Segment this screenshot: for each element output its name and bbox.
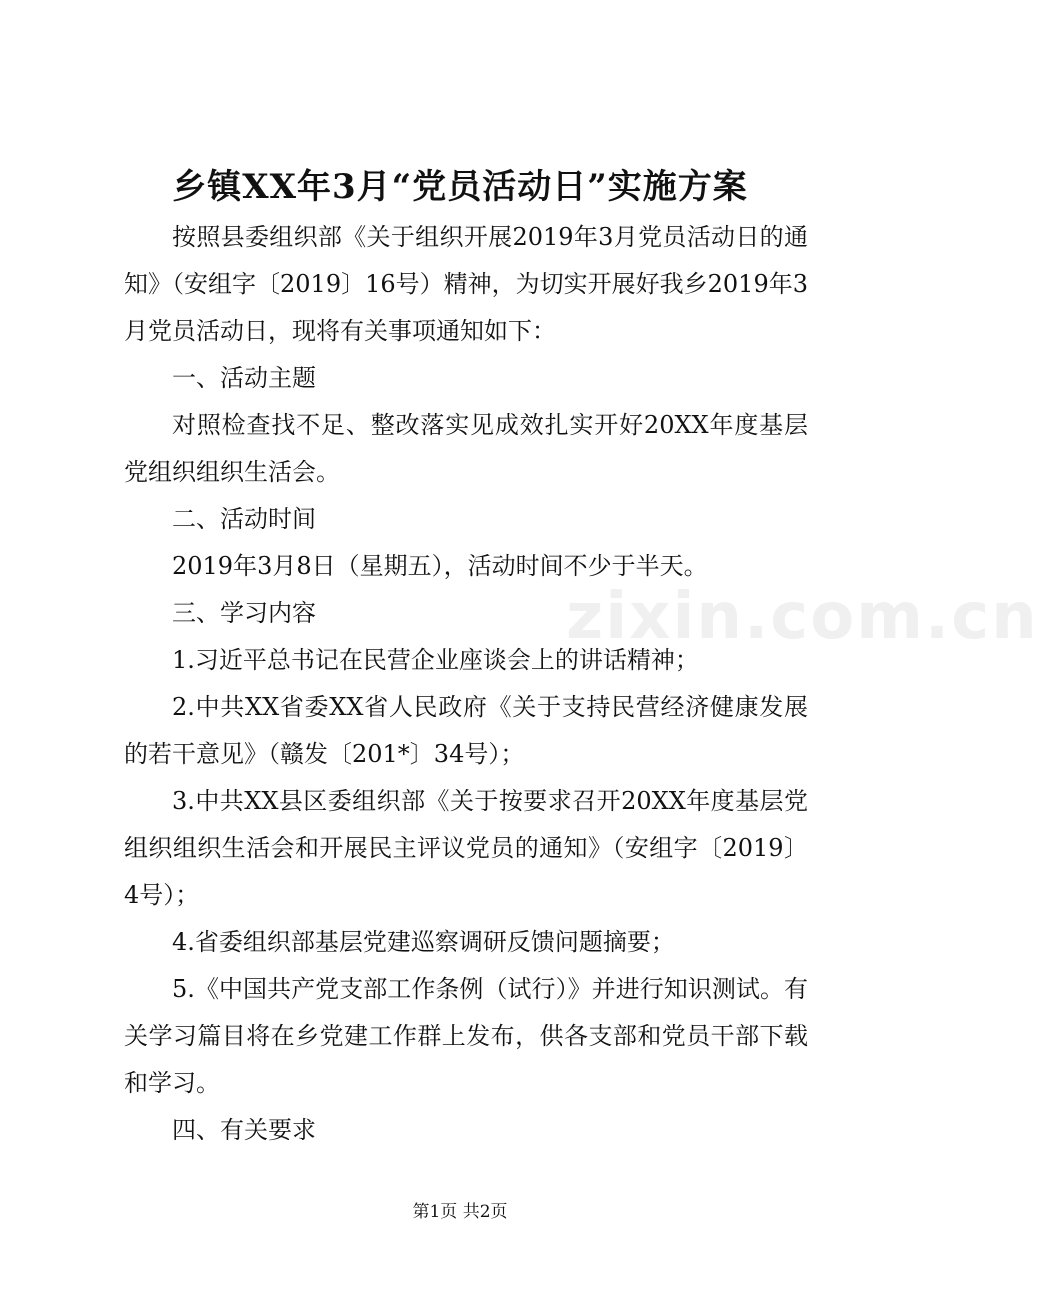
paragraph-theme: 对照检查找不足、整改落实见成效扎实开好20XX年度基层党组织组织生活会。 [124, 411, 808, 486]
section-heading-theme: 一、活动主题 [172, 364, 316, 392]
watermark: zixin.com.cn [566, 580, 1039, 654]
list-item-study-3: 3.中共XX县区委组织部《关于按要求召开20XX年度基层党组织组织生活会和开展民主评议党员的通知》（安组字〔2019〕4号）； [124, 787, 808, 909]
document-title: 乡镇XX年3月“党员活动日”实施方案 [172, 167, 748, 207]
list-item-study-1: 1.习近平总书记在民营企业座谈会上的讲话精神； [172, 646, 699, 674]
list-item-study-4: 4.省委组织部基层党建巡察调研反馈问题摘要； [172, 928, 675, 956]
section-heading-requirements: 四、有关要求 [172, 1116, 316, 1144]
section-heading-study: 三、学习内容 [172, 599, 316, 627]
page-footer: 第1页 共2页 [412, 1202, 508, 1222]
list-item-study-5: 5.《中国共产党支部工作条例（试行）》并进行知识测试。有关学习篇目将在乡党建工作群上发布，供各支部和党员干部下载和学习。 [124, 975, 808, 1097]
document-body [124, 214, 808, 1154]
paragraph-time: 2019年3月8日（星期五），活动时间不少于半天。 [172, 552, 708, 580]
section-heading-time: 二、活动时间 [172, 505, 316, 533]
list-item-study-2: 2.中共XX省委XX省人民政府《关于支持民营经济健康发展的若干意见》（赣发〔201*〕34号）； [124, 693, 808, 768]
paragraph-intro: 按照县委组织部《关于组织开展2019年3月党员活动日的通知》（安组字〔2019〕16号）精神，为切实开展好我乡2019年3月党员活动日，现将有关事项通知如下： [124, 223, 808, 345]
